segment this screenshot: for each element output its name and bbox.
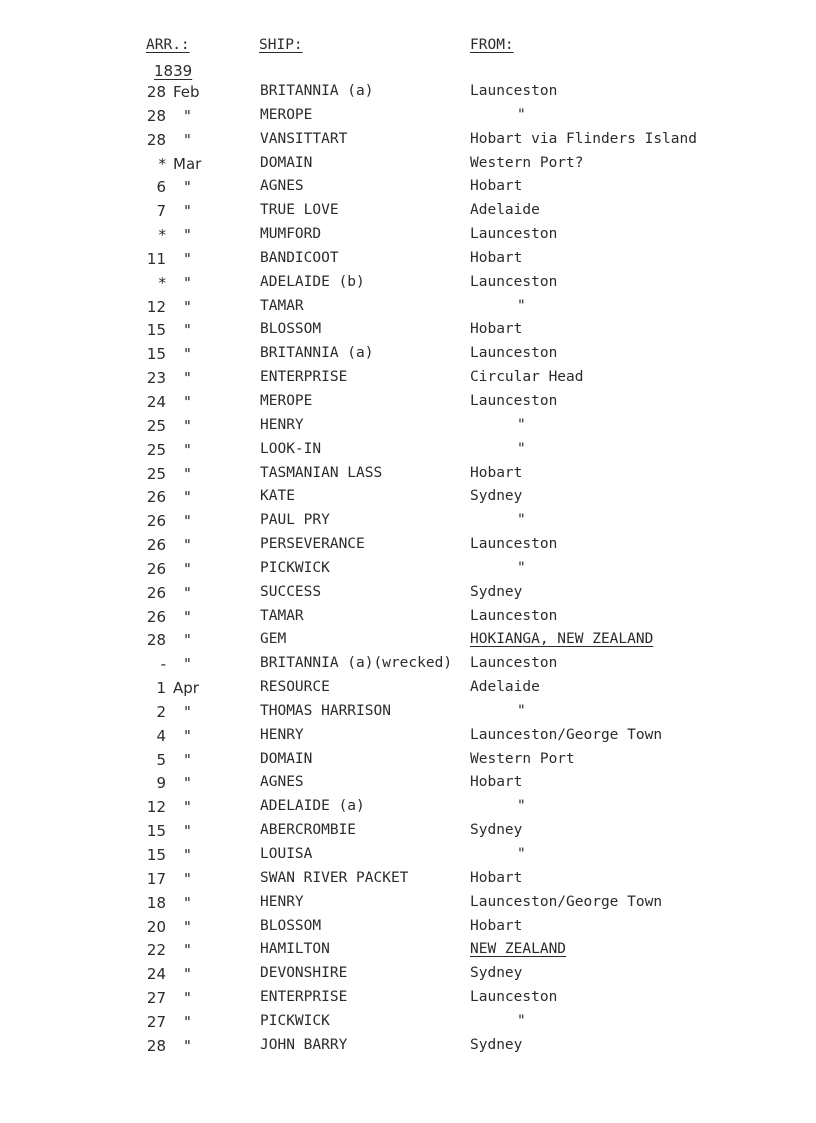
origin-port: Launceston [470, 83, 558, 99]
header-ship: SHIP: [259, 37, 303, 53]
arrival-day: 15 [146, 321, 166, 340]
ship-name: TAMAR [260, 607, 304, 624]
ship-name: HAMILTON [260, 941, 330, 958]
arrival-day: 17 [146, 869, 166, 888]
origin-port: Hobart [470, 321, 523, 338]
arrival-day: 1 [156, 679, 166, 698]
ship-name: ABERCROMBIE [260, 822, 357, 839]
arrival-month: " [184, 917, 191, 936]
arrival-month: " [184, 607, 191, 626]
arrival-day: 26 [146, 536, 166, 555]
arrival-day: 5 [156, 750, 166, 769]
arrival-month: " [184, 226, 191, 245]
arrival-row [0, 655, 816, 679]
arrival-day: 23 [146, 369, 166, 388]
arrival-row [0, 989, 816, 1013]
arrival-month: Apr [173, 679, 199, 698]
ship-name: HENRY [260, 416, 304, 433]
arrival-day: 28 [146, 83, 166, 101]
arrival-month: " [184, 965, 191, 984]
origin-port: Launceston [470, 536, 558, 553]
arrival-month: " [184, 416, 191, 435]
arrival-row [0, 321, 816, 345]
arrival-row [0, 465, 816, 489]
arrival-day: 6 [156, 178, 166, 197]
arrival-month: " [184, 559, 191, 578]
arrival-row [0, 298, 816, 322]
arrival-day: 26 [146, 488, 166, 507]
arrival-day: 22 [146, 941, 166, 960]
origin-port: Launceston [470, 345, 558, 362]
arrival-row [0, 369, 816, 393]
origin-port: " [517, 106, 526, 123]
arrival-day: * [158, 154, 166, 173]
arrival-day: - [160, 655, 166, 674]
arrival-row [0, 798, 816, 822]
arrival-month: " [184, 273, 191, 292]
arrival-month: " [184, 750, 191, 769]
origin-port: " [517, 559, 526, 576]
ship-name: THOMAS HARRISON [260, 702, 391, 719]
arrival-row [0, 226, 816, 250]
ship-name: PICKWICK [260, 1012, 330, 1029]
origin-port: Launceston [470, 392, 558, 409]
arrival-month: " [184, 869, 191, 888]
arrival-row [0, 131, 816, 155]
arrival-day: 20 [146, 917, 166, 936]
origin-port: " [517, 702, 526, 719]
origin-port: Hobart [470, 774, 523, 791]
origin-port: HOKIANGA, NEW ZEALAND [470, 631, 654, 648]
origin-port: Adelaide [470, 202, 540, 219]
origin-port: Launceston/George Town [470, 726, 663, 743]
arrival-row [0, 345, 816, 369]
arrival-row [0, 727, 816, 751]
ship-name: JOHN BARRY [260, 1036, 348, 1053]
origin-port: Western Port? [470, 154, 584, 171]
arrival-day: 26 [146, 512, 166, 531]
arrival-row [0, 536, 816, 560]
ship-name: AGNES [260, 774, 304, 791]
arrival-day: 25 [146, 440, 166, 459]
arrival-month: " [184, 464, 191, 483]
arrival-row [0, 202, 816, 226]
arrival-row [0, 560, 816, 584]
arrival-month: " [184, 130, 191, 149]
ship-name: BLOSSOM [260, 917, 322, 934]
arrival-row [0, 679, 816, 703]
origin-port: Sydney [470, 822, 523, 839]
ship-name: ENTERPRISE [260, 989, 348, 1006]
ship-name: LOOK-IN [260, 440, 322, 457]
arrival-month: " [184, 798, 191, 817]
arrival-day: 24 [146, 965, 166, 984]
arrival-day: 12 [146, 798, 166, 817]
ship-name: DEVONSHIRE [260, 965, 348, 982]
arrival-row [0, 608, 816, 632]
arrival-month: " [184, 297, 191, 316]
arrival-row [0, 83, 816, 107]
origin-port: NEW ZEALAND [470, 941, 567, 958]
arrival-row [0, 774, 816, 798]
origin-port: Hobart [470, 869, 523, 886]
arrival-day: * [158, 273, 166, 292]
origin-port: " [517, 440, 526, 457]
arrival-month: " [184, 536, 191, 555]
origin-port: Sydney [470, 488, 523, 505]
origin-port: Sydney [470, 1036, 523, 1053]
arrival-day: 25 [146, 464, 166, 483]
ship-name: ADELAIDE (a) [260, 798, 365, 815]
arrival-day: 26 [146, 559, 166, 578]
arrival-row [0, 631, 816, 655]
arrival-day: 24 [146, 392, 166, 411]
arrival-row [0, 488, 816, 512]
origin-port: Launceston [470, 273, 558, 290]
origin-port: " [517, 416, 526, 433]
arrival-month: Mar [173, 154, 202, 173]
ship-name: TRUE LOVE [260, 202, 339, 219]
arrival-month: " [184, 369, 191, 388]
origin-port: Hobart [470, 178, 523, 195]
arrival-month: " [184, 440, 191, 459]
ship-name: DOMAIN [260, 750, 313, 767]
arrival-day: 11 [146, 249, 166, 268]
arrival-month: " [184, 106, 191, 125]
ship-name: TASMANIAN LASS [260, 464, 383, 481]
arrival-row [0, 417, 816, 441]
header-arrival: ARR.: [146, 37, 190, 53]
ship-name: ENTERPRISE [260, 369, 348, 386]
ship-name: MEROPE [260, 392, 313, 409]
arrival-row [0, 1037, 816, 1061]
arrival-month: " [184, 512, 191, 531]
origin-port: " [517, 512, 526, 529]
arrival-day: 9 [156, 774, 166, 793]
arrival-month: " [184, 702, 191, 721]
arrival-month: " [184, 774, 191, 793]
ship-name: BLOSSOM [260, 321, 322, 338]
ship-name: DOMAIN [260, 154, 313, 171]
ship-name: KATE [260, 488, 295, 505]
arrival-row [0, 751, 816, 775]
arrival-month: " [184, 249, 191, 268]
arrivals-list [0, 83, 816, 1061]
arrival-month: " [184, 583, 191, 602]
column-headers [0, 37, 816, 57]
ship-name: GEM [260, 631, 287, 648]
arrival-day: 15 [146, 846, 166, 864]
origin-port: Launceston/George Town [470, 893, 663, 910]
arrival-row [0, 894, 816, 918]
origin-port: Hobart [470, 249, 523, 266]
ship-name: MEROPE [260, 106, 313, 123]
arrival-month: " [184, 321, 191, 340]
arrival-day: 27 [146, 989, 166, 1008]
arrival-day: 28 [146, 631, 166, 650]
origin-port: Hobart [470, 917, 523, 934]
arrival-day: 4 [156, 726, 166, 745]
ship-name: PERSEVERANCE [260, 536, 365, 553]
ship-name: BRITANNIA (a) [260, 83, 374, 99]
arrival-day: 26 [146, 583, 166, 602]
arrival-month: " [184, 941, 191, 960]
ship-name: BRITANNIA (a) [260, 345, 374, 362]
origin-port: " [517, 1012, 526, 1029]
arrival-row [0, 584, 816, 608]
arrival-row [0, 274, 816, 298]
arrival-day: 28 [146, 130, 166, 149]
ship-name: MUMFORD [260, 226, 322, 243]
arrival-row [0, 822, 816, 846]
arrival-row [0, 918, 816, 942]
ship-name: BANDICOOT [260, 249, 339, 266]
origin-port: " [517, 846, 526, 862]
ship-name: VANSITTART [260, 130, 348, 147]
arrival-month: " [184, 655, 191, 674]
origin-port: Sydney [470, 583, 523, 600]
ship-name: SWAN RIVER PACKET [260, 869, 409, 886]
arrival-month: " [184, 631, 191, 650]
ship-name: TAMAR [260, 297, 304, 314]
arrival-day: 25 [146, 416, 166, 435]
origin-port: Launceston [470, 226, 558, 243]
ship-name: ADELAIDE (b) [260, 273, 365, 290]
ship-name: HENRY [260, 893, 304, 910]
origin-port: Launceston [470, 607, 558, 624]
origin-port: Circular Head [470, 369, 584, 386]
arrival-row [0, 941, 816, 965]
arrival-row [0, 703, 816, 727]
ship-name: AGNES [260, 178, 304, 195]
origin-port: " [517, 297, 526, 314]
arrival-row [0, 155, 816, 179]
year-heading: 1839 [154, 62, 193, 80]
arrival-month: " [184, 392, 191, 411]
arrival-day: * [158, 226, 166, 245]
arrival-row [0, 512, 816, 536]
arrival-month: " [184, 846, 191, 864]
origin-port: Hobart via Flinders Island [470, 130, 697, 147]
arrival-row [0, 107, 816, 131]
arrival-day: 12 [146, 297, 166, 316]
arrival-row [0, 846, 816, 870]
arrival-day: 28 [146, 106, 166, 125]
arrival-row [0, 393, 816, 417]
arrival-day: 28 [146, 1036, 166, 1055]
arrival-day: 7 [156, 202, 166, 221]
arrival-month: " [184, 178, 191, 197]
ship-name: BRITANNIA (a)(wrecked) [260, 655, 453, 672]
origin-port: Launceston [470, 989, 558, 1006]
arrival-month: " [184, 488, 191, 507]
origin-port: Sydney [470, 965, 523, 982]
arrival-month: " [184, 1012, 191, 1031]
header-from: FROM: [470, 37, 514, 53]
ship-name: HENRY [260, 726, 304, 743]
arrival-month: " [184, 822, 191, 841]
arrival-row [0, 1013, 816, 1037]
arrival-day: 27 [146, 1012, 166, 1031]
origin-port: " [517, 798, 526, 815]
ship-name: RESOURCE [260, 679, 330, 696]
arrival-month: " [184, 726, 191, 745]
ship-name: LOUISA [260, 846, 313, 862]
arrival-month: " [184, 345, 191, 364]
arrival-month: " [184, 1036, 191, 1055]
origin-port: Launceston [470, 655, 558, 672]
arrival-row [0, 250, 816, 274]
arrival-row [0, 870, 816, 894]
arrival-day: 15 [146, 345, 166, 364]
arrival-month: " [184, 202, 191, 221]
arrival-month: " [184, 893, 191, 912]
arrival-day: 15 [146, 822, 166, 841]
ship-name: PAUL PRY [260, 512, 330, 529]
arrival-row [0, 178, 816, 202]
origin-port: Hobart [470, 464, 523, 481]
ship-name: SUCCESS [260, 583, 322, 600]
ship-name: PICKWICK [260, 559, 330, 576]
arrival-day: 18 [146, 893, 166, 912]
origin-port: Adelaide [470, 679, 540, 696]
arrival-month: Feb [173, 83, 200, 101]
arrival-day: 2 [156, 702, 166, 721]
arrival-month: " [184, 989, 191, 1008]
origin-port: Western Port [470, 750, 575, 767]
arrival-row [0, 441, 816, 465]
arrival-row [0, 965, 816, 989]
arrival-day: 26 [146, 607, 166, 626]
